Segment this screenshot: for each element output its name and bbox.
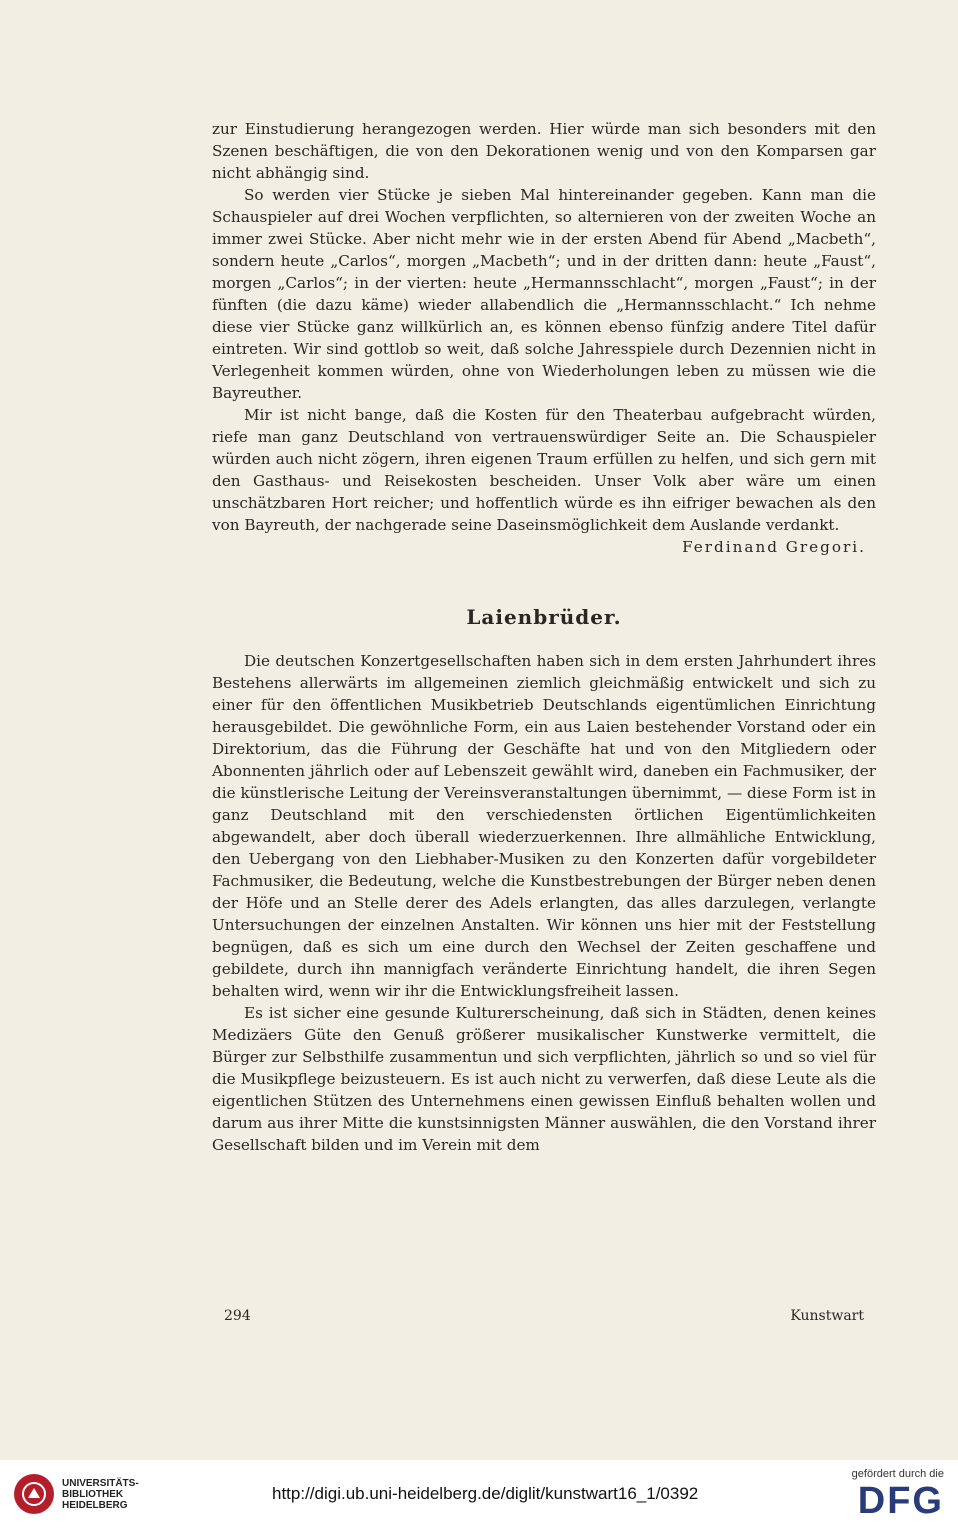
page-body <box>212 118 876 1156</box>
article-heading: Laienbrüder. <box>466 605 622 629</box>
article-body <box>212 650 876 1156</box>
dfg-wordmark: DFG <box>857 1480 944 1522</box>
author-signature: Ferdinand Gregori. <box>682 538 866 556</box>
library-logo[interactable] <box>14 1474 139 1514</box>
permalink-url[interactable]: http://digi.ub.uni-heidelberg.de/diglit/kunstwart16_1/0392 <box>272 1484 699 1503</box>
page-number: 294 <box>224 1308 251 1324</box>
dfg-logo[interactable]: gefördert durch die DFG <box>851 1468 944 1522</box>
paragraph: So werden vier Stücke je sieben Mal hintereinander gegeben. Kann man die Schauspieler auf drei Wochen verpflichten, so alternieren von der zweiten Woche an immer zwei Stücke. Aber nicht mehr wie in der ersten Abend für Abend „Macbeth“, sondern heute „Carlos“, morgen „Macbeth“; und in der dritten dann: heute „Faust“, morgen „Carlos“; in der vierten: heute „Hermannsschlacht“, morgen „Faust“; in der fünften (die dazu käme) wieder allabendlich die „Hermannsschlacht.“ Ich nehme diese vier Stücke ganz willkürlich an, es können ebenso fünfzig andere Titel dafür eintreten. Wir sind gottlob so weit, daß solche Jahresspiele durch Dezennien nicht in Verlegenheit kommen würden, ohne von Wiederholungen leben zu müssen wie die Bayreuther. <box>212 186 876 402</box>
paragraph: Mir ist nicht bange, daß die Kosten für den Theaterbau aufgebracht würden, riefe man ganz Deutschland von vertrauenswürdiger Seite an. Die Schauspieler würden auch nicht zögern, ihren eigenen Traum erfüllen zu helfen, und sich gern mit den Gasthaus- und Reisekosten bescheiden. Unser Volk aber wäre um einen unschätzbaren Hort reicher; und hoffentlich würde es ihn eifriger bewachen als den von Bayreuth, der nachgerade seine Daseinsmöglichkeit dem Auslande verdankt. <box>212 406 876 534</box>
viewer-footer <box>0 1460 958 1534</box>
paragraph: Es ist sicher eine gesunde Kulturerscheinung, daß sich in Städten, denen keines Medizäers Güte den Genuß größerer musikalischer Kunstwerke vermittelt, die Bürger zur Selbsthilfe zusammentun und sich verpflichten, jährlich so und so viel für die Musikpflege beizusteuern. Es ist auch nicht zu verwerfen, daß diese Leute als die eigentlichen Stützen des Unternehmens einen gewissen Einfluß behalten wollen und darum aus ihrer Mitte die kunstsinnigsten Männer auswählen, die den Vorstand ihrer Gesellschaft bilden und im Verein mit dem <box>212 1004 876 1154</box>
university-seal-icon <box>14 1474 54 1514</box>
article-continuation <box>212 118 876 536</box>
page-footer <box>224 1308 864 1324</box>
paragraph: zur Einstudierung herangezogen werden. Hier würde man sich besonders mit den Szenen beschäftigen, die von den Dekorationen wenig und von den Komparsen gar nicht abhängig sind. <box>212 120 876 182</box>
running-title: Kunstwart <box>790 1308 864 1324</box>
library-name: UNIVERSITÄTS- BIBLIOTHEK HEIDELBERG <box>62 1477 139 1511</box>
paragraph: Die deutschen Konzertgesellschaften haben sich in dem ersten Jahrhundert ihres Bestehens allerwärts im allgemeinen ziemlich gleichmäßig entwickelt und sich zu einer für den öffentlichen Musikbetrieb Deutschlands eigentümlichen Einrichtung herausgebildet. Die gewöhnliche Form, ein aus Laien bestehender Vorstand oder ein Direktorium, das die Führung der Geschäfte hat und von den Mitgliedern oder Abonnenten jährlich oder auf Lebenszeit gewählt wird, daneben ein Fachmusiker, der die künstlerische Leitung der Vereinsveranstaltungen übernimmt, — diese Form ist in ganz Deutschland mit den verschiedensten örtlichen Eigentümlichkeiten abgewandelt, aber doch überall wiederzuerkennen. Ihre allmähliche Entwicklung, den Uebergang von den Liebhaber-Musiken zu den Konzerten dafür vorgebildeter Fachmusiker, die Bedeutung, welche die Kunstbestrebungen der Bürger neben denen der Höfe und an Stelle derer des Adels erlangten, das alles darzulegen, verlangte Untersuchungen der einzelnen Anstalten. Wir können uns hier mit der Feststellung begnügen, daß es sich um eine durch den Wechsel der Zeiten geschaffene und gebildete, durch ihn mannigfach veränderte Einrichtung handelt, die ihren Segen behalten wird, wenn wir ihr die Entwicklungsfreiheit lassen. <box>212 652 876 1000</box>
